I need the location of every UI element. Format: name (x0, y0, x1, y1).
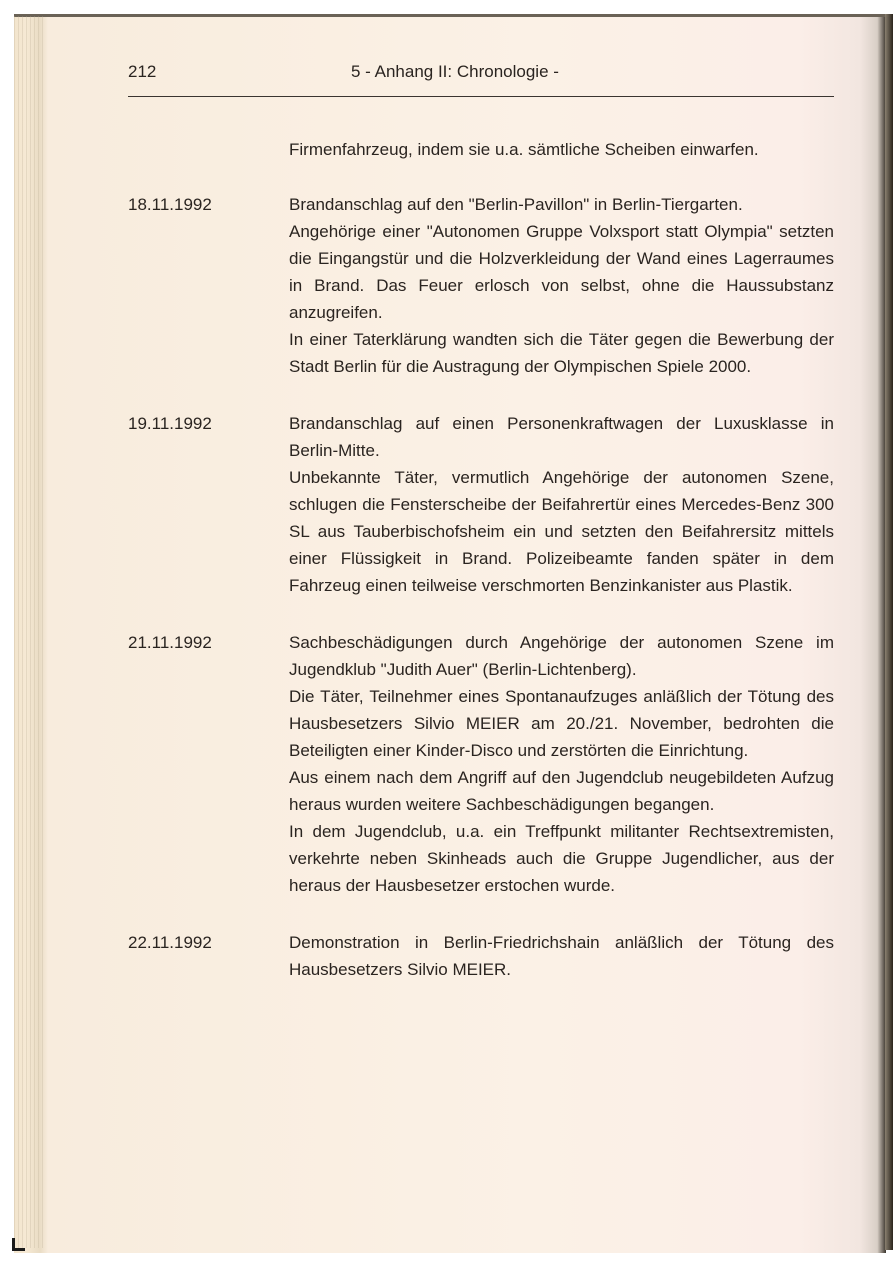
entry-date: 21.11.1992 (128, 633, 212, 652)
entry-paragraph: In dem Jugendclub, u.a. ein Treffpunkt militanter Rechtsextremisten, verkehrte neben Skinheads auch die Gruppe Jugendlicher, aus der heraus der Hausbesetzer erstochen wurde. (289, 822, 834, 895)
entry-body (289, 410, 834, 599)
book-spine-shadow (885, 14, 893, 1250)
entry-paragraph: Die Täter, Teilnehmer eines Spontanaufzuges anläßlich der Tötung des Hausbesetzers Silvio MEIER am 20./21. November, bedrohten die Beteiligten einer Kinder-Disco und zerstörten die Einrichtung. (289, 687, 834, 760)
chronology-entry (128, 136, 834, 163)
entry-paragraph: Aus einem nach dem Angriff auf den Jugendclub neugebildeten Aufzug heraus wurden weitere Sachbeschädigungen begangen. (289, 768, 834, 814)
page-header (128, 62, 834, 97)
page-number: 212 (128, 62, 157, 81)
entry-paragraph: Brandanschlag auf den "Berlin-Pavillon" in Berlin-Tiergarten. (289, 195, 743, 214)
entry-date: 18.11.1992 (128, 195, 212, 214)
entry-date: 22.11.1992 (128, 933, 212, 952)
entry-body (289, 929, 834, 983)
page-stack-edges (14, 16, 44, 1248)
chronology-entry (128, 191, 834, 380)
entry-paragraph: Demonstration in Berlin-Friedrichshain anläßlich der Tötung des Hausbesetzers Silvio MEIER. (289, 933, 834, 979)
entry-date: 19.11.1992 (128, 414, 212, 433)
entry-paragraph: In einer Taterklärung wandten sich die Täter gegen die Bewerbung der Stadt Berlin für die Austragung der Olympischen Spiele 2000. (289, 330, 834, 376)
entry-paragraph: Unbekannte Täter, vermutlich Angehörige der autonomen Szene, schlugen die Fensterscheibe der Beifahrertür eines Mercedes-Benz 300 SL aus Tauberbischofsheim ein und setzten den Beifahrersitz mittels einer Flüssigkeit in Brand. Polizeibeamte fanden später in dem Fahrzeug einen teilweise verschmorten Benzinkanister aus Plastik. (289, 468, 834, 595)
chronology-entry (128, 410, 834, 599)
chronology-entry (128, 629, 834, 899)
entry-body (289, 629, 834, 899)
entry-paragraph: Sachbeschädigungen durch Angehörige der autonomen Szene im Jugendklub "Judith Auer" (Berlin-Lichtenberg). (289, 633, 834, 679)
entry-body (289, 191, 834, 380)
chronology-entry (128, 929, 834, 983)
chronology-entries (128, 136, 834, 1013)
crop-mark (12, 1238, 25, 1251)
entry-paragraph: Brandanschlag auf einen Personenkraftwagen der Luxusklasse in Berlin-Mitte. (289, 414, 834, 460)
running-title: 5 - Anhang II: Chronologie - (351, 62, 559, 81)
entry-paragraph: Firmenfahrzeug, indem sie u.a. sämtliche Scheiben einwarfen. (289, 140, 759, 159)
entry-body (289, 136, 834, 163)
entry-paragraph: Angehörige einer "Autonomen Gruppe Volxsport statt Olympia" setzten die Eingangstür und die Holzverkleidung der Wand eines Lagerraumes in Brand. Das Feuer erlosch von selbst, ohne die Haussubstanz anzugreifen. (289, 222, 834, 322)
